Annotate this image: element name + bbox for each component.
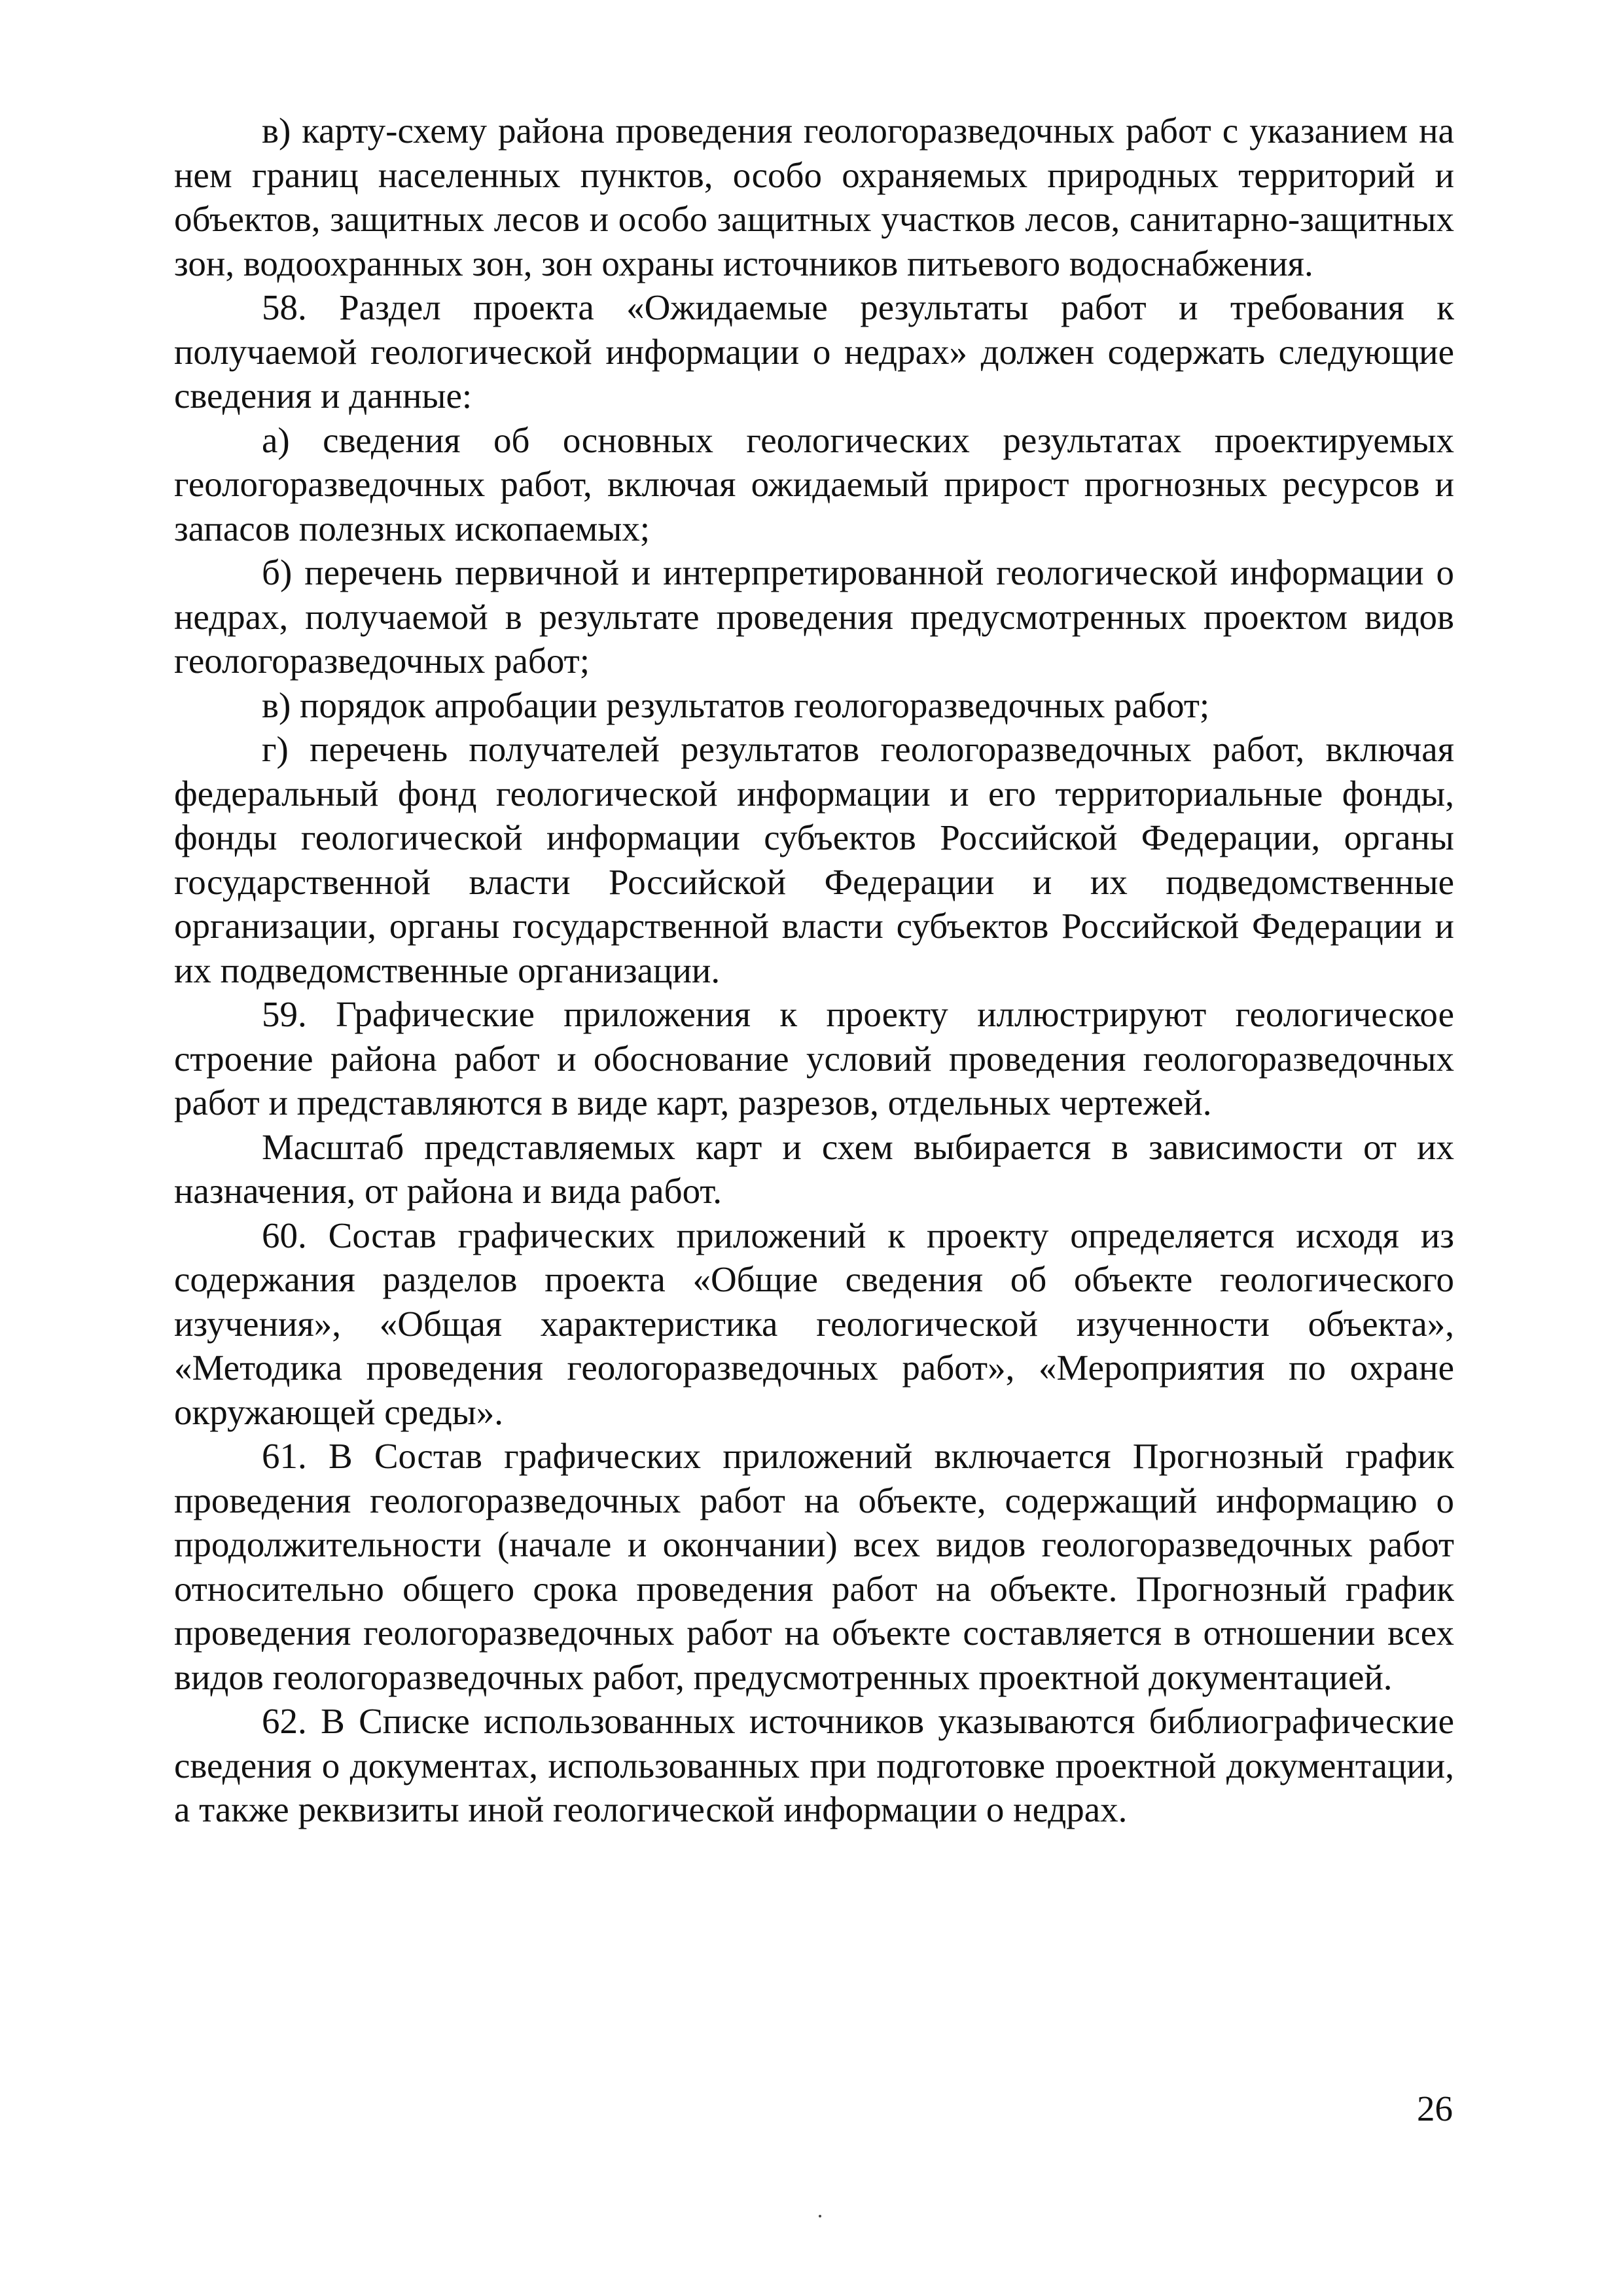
paragraph-item-v-map: в) карту-схему района проведения геологоразведочных работ с указанием на нем границ населенных пунктов, особо охраняемых природных территорий и объектов, защитных лесов и особо защитных участков лесов, санитарно-защитных зон, водоохранных зон, зон охраны источников питьевого водоснабжения. xyxy=(174,111,1454,283)
paragraph-59: 59. Графические приложения к проекту иллюстрируют геологическое строение района работ и обоснование условий проведения геологоразведочных работ и представляются в виде карт, разрезов, отдельных чертежей. xyxy=(174,994,1454,1122)
paragraph-item-b: б) перечень первичной и интерпретированной геологической информации о недрах, получаемой в результате проведения предусмотренных проектом видов геологоразведочных работ; xyxy=(174,552,1454,681)
paragraph-item-g: г) перечень получателей результатов геологоразведочных работ, включая федеральный фонд геологической информации и его территориальные фонды, фонды геологической информации субъектов Российской Федерации, органы государственной власти Российской Федерации и их подведомственные организации, органы государственной власти субъектов Российской Федерации и их подведомственные организации. xyxy=(174,729,1454,990)
scan-speck xyxy=(819,2215,821,2217)
document-body xyxy=(174,109,1454,1832)
paragraph-61: 61. В Состав графических приложений включается Прогнозный график проведения геологоразведочных работ на объекте, содержащий информацию о продолжительности (начале и окончании) всех видов геологоразведочных работ относительно общего срока проведения работ на объекте. Прогнозный график проведения геологоразведочных работ на объекте составляется в отношении всех видов геологоразведочных работ, предусмотренных проектной документацией. xyxy=(174,1436,1454,1697)
page-number: 26 xyxy=(1417,2089,1453,2128)
paragraph-item-v-approbation: в) порядок апробации результатов геологоразведочных работ; xyxy=(262,685,1210,725)
paragraph-58: 58. Раздел проекта «Ожидаемые результаты работ и требования к получаемой геологической информации о недрах» должен содержать следующие сведения и данные: xyxy=(174,287,1454,416)
paragraph-60: 60. Состав графических приложений к проекту определяется исходя из содержания разделов проекта «Общие сведения об объекте геологического изучения», «Общая характеристика геологической изученности объекта», «Методика проведения геологоразведочных работ», «Мероприятия по охране окружающей среды». xyxy=(174,1215,1454,1432)
paragraph-62: 62. В Списке использованных источников указываются библиографические сведения о документах, использованных при подготовке проектной документации, а также реквизиты иной геологической информации о недрах. xyxy=(174,1701,1454,1829)
paragraph-scale: Масштаб представляемых карт и схем выбирается в зависимости от их назначения, от района и вида работ. xyxy=(174,1126,1454,1211)
paragraph-item-a: а) сведения об основных геологических результатах проектируемых геологоразведочных работ, включая ожидаемый прирост прогнозных ресурсов и запасов полезных ископаемых; xyxy=(174,420,1454,548)
